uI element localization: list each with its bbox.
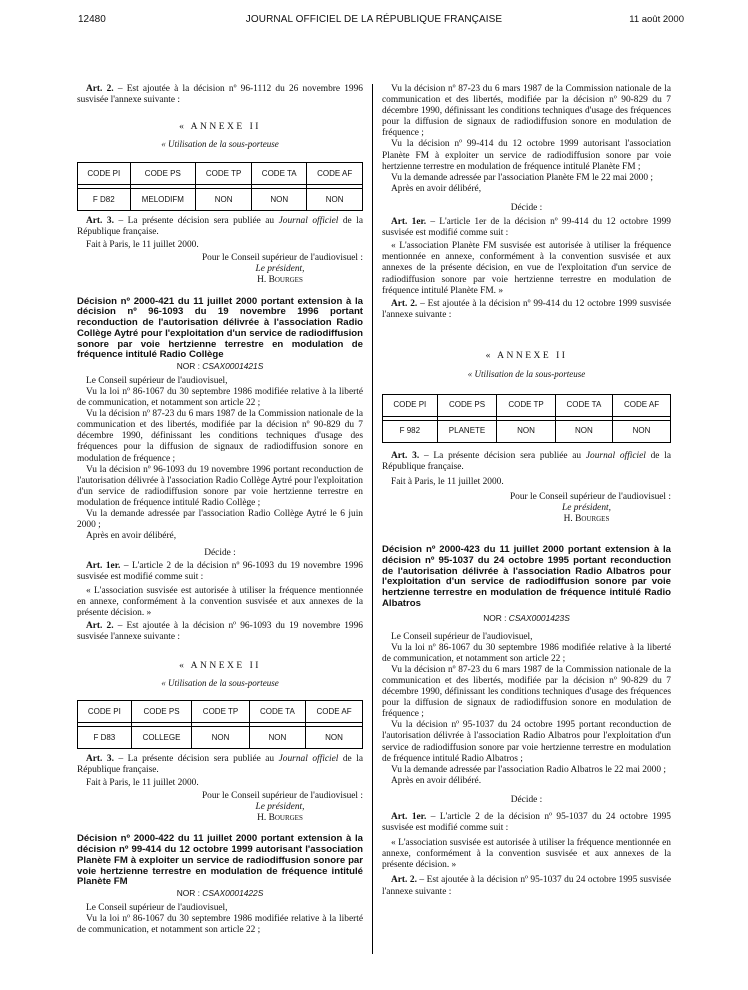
fait-a-paris: Fait à Paris, le 11 juillet 2000. (86, 240, 199, 251)
table-cell: NON (555, 420, 612, 442)
table-header-cell: CODE PS (437, 394, 497, 416)
signature-pour: Pour le Conseil supérieur de l'audiovisuel : (509, 491, 671, 502)
signature-role: Le président, (255, 802, 305, 813)
article-1: Art. 1er. – L'article 2 de la décision nº 95-1037 du 24 octobre 1995 susvisée est modifié comme suit : (382, 811, 671, 834)
table-header-cell: CODE PS (131, 700, 192, 722)
annexe-title: « ANNEXE II (179, 661, 261, 672)
paragraph: Vu la décision nº 87-23 du 6 mars 1987 de la Commission nationale de la communication et des libertés, modifiée par la décision nº 90-829 du 7 décembre 1990, définissant les conditions techniques d'usage des fréquences pour la diffusion de signaux de radiodiffusion sonore en modulation de fréquence ; (382, 84, 671, 139)
annexe-subtitle: « Utilisation de la sous-porteuse (161, 678, 279, 689)
signature-pour: Pour le Conseil supérieur de l'audiovisuel : (201, 791, 363, 802)
table-cell: NON (249, 726, 305, 748)
table-row (78, 726, 363, 748)
article-2: Art. 2. – Est ajoutée à la décision nº 96-1093 du 19 novembre 1996 susvisée l'annexe suivante : (77, 620, 363, 642)
paragraph: Vu la décision nº 87-23 du 6 mars 1987 de la Commission nationale de la communication et des libertés, modifiée par la décision nº 90-829 du 7 décembre 1990, définissant les conditions techniques d'usage des fréquences pour la diffusion de signaux de radiodiffusion sonore en modulation de fréquence ; (382, 664, 671, 720)
issue-date: 11 août 2000 (629, 14, 684, 25)
table-cell: COLLEGE (131, 726, 192, 748)
article-2: Art. 2. – Est ajoutée à la décision nº 95-1037 du 24 octobre 1995 susvisée l'annexe suivante : (382, 875, 671, 897)
paragraph: Vu la demande adressée par l'association Radio Collège Aytré le 6 juin 2000 ; (77, 509, 363, 531)
paragraph: Après en avoir délibéré. (391, 775, 482, 786)
article-1: Art. 1er. – L'article 1er de la décision nº 99-414 du 12 octobre 1999 susvisée est modifié comme suit : (382, 217, 671, 239)
table-cell: F D83 (78, 726, 132, 748)
decision-423-title: Décision nº 2000-423 du 11 juillet 2000 portant extension à la décision nº 95-1037 du 24 octobre 1995 portant reconduction de l'autorisation délivrée à l'association Radio Albatros pour l'exploitation d'un service de radiodiffusion sonore par voie hertzienne terrestre en modulation de fréquence intitulé Radio Albatros (382, 544, 671, 609)
article-3: Art. 3. – La présente décision sera publiée au Journal officiel de la République française. (382, 450, 671, 472)
page-header (0, 14, 748, 34)
paragraph: Vu la loi nº 86-1067 du 30 septembre 1986 modifiée relative à la liberté de communication, et notamment son article 22 ; (77, 386, 363, 409)
paragraph: Vu la décision nº 87-23 du 6 mars 1987 de la Commission nationale de la communication et des libertés, modifiée par la décision nº 90-829 du 7 décembre 1990, définissant les conditions techniques d'usage des fréquences pour la diffusion de signaux de radiodiffusion sonore en modulation de fréquence ; (77, 409, 363, 464)
journal-title: JOURNAL OFFICIEL DE LA RÉPUBLIQUE FRANÇAISE (245, 14, 503, 25)
decision-422-nor: NOR : CSAX0001422S (176, 888, 264, 899)
table-cell: NON (307, 189, 363, 211)
fait-a-paris: Fait à Paris, le 11 juillet 2000. (391, 476, 504, 487)
annexe-title: « ANNEXE II (485, 350, 568, 361)
table-header-cell: CODE PI (383, 394, 438, 416)
table-header-cell: CODE TA (252, 163, 307, 185)
paragraph: Après en avoir délibéré, (391, 183, 482, 194)
table-cell: F D82 (78, 189, 131, 211)
table-cell: NON (497, 420, 555, 442)
annexe-subtitle: « Utilisation de la sous-porteuse (161, 139, 279, 150)
table-header-cell: CODE TP (196, 163, 252, 185)
annexe-title: « ANNEXE II (179, 122, 261, 133)
decision-422-title: Décision nº 2000-422 du 11 juillet 2000 portant extension à la décision nº 99-414 du 12 octobre 1999 autorisant l'association Planète FM à exploiter un service de radiodiffusion sonore par voie hertzienne terrestre en modulation de fréquence intitulé Planète FM (77, 833, 363, 888)
annexe-subtitle: « Utilisation de la sous-porteuse (467, 369, 586, 380)
article-2: Art. 2. – Est ajoutée à la décision nº 99-414 du 12 octobre 1999 susvisée l'annexe suivante : (382, 298, 671, 320)
annexe-table-3 (382, 394, 671, 443)
article-3: Art. 3. – La présente décision sera publiée au Journal officiel de la République française. (77, 216, 363, 238)
table-header-row (78, 163, 363, 185)
table-cell: F 982 (383, 420, 438, 442)
table-cell: MELODIFM (130, 189, 196, 211)
table-header-cell: CODE PS (130, 163, 196, 185)
signature-name: H. Bourges (563, 514, 610, 525)
table-header-cell: CODE TP (192, 700, 249, 722)
table-header-cell: CODE AF (613, 394, 671, 416)
table-cell: NON (613, 420, 671, 442)
paragraph: Vu la décision nº 99-414 du 12 octobre 1999 autorisant l'association Planète FM à exploiter un service de radiodiffusion sonore par voie hertzienne terrestre en modulation de fréquence intitulé Planète FM ; (382, 139, 671, 172)
table-header-cell: CODE PI (78, 700, 132, 722)
table-row (78, 189, 363, 211)
table-header-row (78, 700, 363, 722)
paragraph: Vu la décision nº 96-1093 du 19 novembre 1996 portant reconduction de l'autorisation délivrée à l'association Radio Collège Aytré pour l'exploitation d'un service de radiodiffusion sonore par voie hertzienne terrestre en modulation de fréquence intitulé Radio Collège ; (77, 464, 363, 508)
paragraph: Vu la loi nº 86-1067 du 30 septembre 1986 modifiée relative à la liberté de communication, et notamment son article 22 ; (382, 642, 671, 664)
table-header-cell: CODE AF (307, 163, 363, 185)
right-column (382, 84, 671, 898)
left-column (77, 84, 363, 936)
table-header-cell: CODE TA (555, 394, 612, 416)
table-cell: PLANETE (437, 420, 497, 442)
table-cell: NON (252, 189, 307, 211)
signature-role: Le président, (255, 264, 305, 275)
page-number: 12480 (78, 14, 106, 25)
paragraph: Vu la loi nº 86-1067 du 30 septembre 1986 modifiée relative à la liberté de communication, et notamment son article 22 ; (77, 914, 363, 936)
decision-421-title: Décision nº 2000-421 du 11 juillet 2000 portant extension à la décision nº 96-1093 du 19 novembre 1996 portant reconduction de l'autorisation délivrée à l'association Radio Collège Aytré pour l'exploitation d'un service de radiodiffusion sonore par voie hertzienne terrestre en modulation de fréquence intitulé Radio Collège (77, 295, 363, 361)
signature-name: H. Bourges (257, 275, 303, 286)
paragraph: Le Conseil supérieur de l'audiovisuel, (86, 375, 228, 386)
decide-heading: Décide : (510, 202, 543, 213)
table-header-cell: CODE AF (306, 700, 363, 722)
table-cell: NON (192, 726, 249, 748)
decide-heading: Décide : (204, 548, 236, 559)
signature-pour: Pour le Conseil supérieur de l'audiovisuel : (201, 253, 363, 264)
table-cell: NON (196, 189, 252, 211)
decision-423-nor: NOR : CSAX0001423S (483, 612, 570, 623)
fait-a-paris: Fait à Paris, le 11 juillet 2000. (86, 778, 199, 789)
column-divider (372, 84, 373, 954)
signature-role: Le président, (562, 503, 611, 514)
table-cell: NON (306, 726, 363, 748)
article-1: Art. 1er. – L'article 2 de la décision nº 96-1093 du 19 novembre 1996 susvisée est modifié comme suit : (77, 561, 363, 583)
quoted-article: « L'association Planète FM susvisée est autorisée à utiliser la fréquence mentionnée en annexe, conformément à la convention susvisée et aux annexes de la présente décision, en vue de l'exploitation d'un service de radiodiffusion sonore par voie hertzienne terrestre en modulation de fréquence intitulé Planète FM. » (382, 241, 671, 296)
table-row (383, 420, 671, 442)
annexe-table-1 (77, 162, 363, 211)
signature-name: H. Bourges (257, 813, 303, 824)
paragraph: Après en avoir délibéré, (86, 531, 177, 542)
paragraph: Vu la décision nº 95-1037 du 24 octobre 1995 portant reconduction de l'autorisation délivrée à l'association Radio Albatros pour l'exploitation d'un service de radiodiffusion sonore par voie hertzienne terrestre en modulation de fréquence intitulé Radio Albatros ; (382, 720, 671, 764)
annexe-table-2 (77, 700, 363, 749)
table-header-cell: CODE TP (497, 394, 555, 416)
decide-heading: Décide : (510, 794, 543, 805)
quoted-article: « L'association susvisée est autorisée à utiliser la fréquence mentionnée en annexe, conformément à la convention susvisée et aux annexes de la présente décision. » (77, 585, 363, 618)
decision-421-nor: NOR : CSAX0001421S (176, 360, 264, 371)
table-header-cell: CODE PI (78, 163, 131, 185)
paragraph: Vu la demande adressée par l'association Planète FM le 22 mai 2000 ; (391, 172, 653, 183)
table-header-row (383, 394, 671, 416)
paragraph: Vu la demande adressée par l'association Radio Albatros le 22 mai 2000 ; (391, 764, 667, 775)
article-3: Art. 3. – La présente décision sera publiée au Journal officiel de la République française. (77, 753, 363, 775)
table-header-cell: CODE TA (249, 700, 305, 722)
paragraph: Le Conseil supérieur de l'audiovisuel, (86, 902, 228, 913)
paragraph: Le Conseil supérieur de l'audiovisuel, (391, 631, 533, 642)
quoted-article: « L'association susvisée est autorisée à utiliser la fréquence mentionnée en annexe, conformément à la convention susvisée et aux annexes de la présente décision. » (382, 838, 671, 871)
article-2: Art. 2. – Est ajoutée à la décision nº 96-1112 du 26 novembre 1996 susvisée l'annexe suivante : (77, 84, 363, 106)
